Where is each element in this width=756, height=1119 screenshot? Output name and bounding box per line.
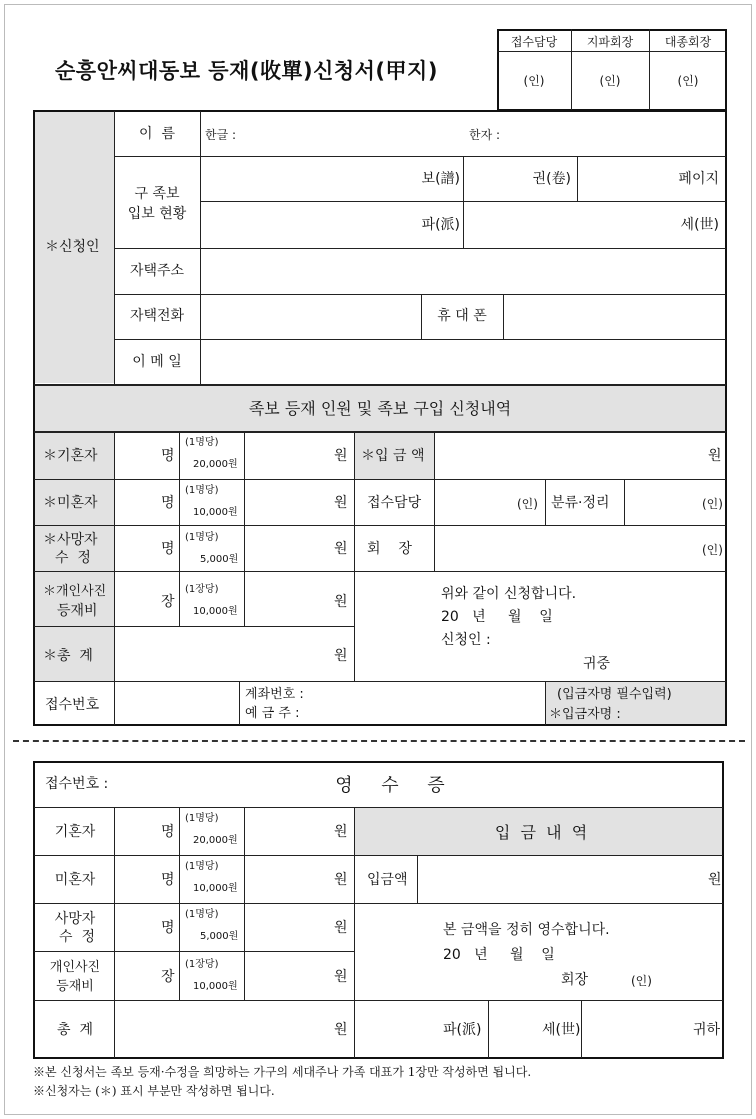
depositor-name-field[interactable]: ＊입금자명 : bbox=[549, 707, 621, 722]
receipt-honorific: 귀하 bbox=[693, 1022, 721, 1038]
address-input[interactable] bbox=[202, 250, 724, 292]
photo-price: 10,000원 bbox=[193, 606, 238, 617]
page-field[interactable]: 페이지 bbox=[678, 171, 719, 187]
receipt-deposit-field[interactable]: 원 bbox=[708, 872, 722, 888]
receipt-chairman-seal[interactable]: (인) bbox=[631, 974, 652, 988]
application-date[interactable]: 20 년 월 일 bbox=[441, 609, 553, 625]
form-title: 순흥안씨대동보 등재(收單)신청서(甲지) bbox=[55, 59, 438, 83]
photo-per: (1장당) bbox=[185, 584, 219, 595]
approval-header-clan: 대종회장 bbox=[664, 35, 712, 49]
receipt-staff-seal[interactable]: (인) bbox=[517, 497, 538, 511]
receipt-number-label-2: 접수번호 : bbox=[45, 776, 109, 792]
approval-header-receipt: 접수담당 bbox=[510, 35, 558, 49]
photo-label-line2: 등재비 bbox=[57, 603, 98, 619]
total-label: ＊총 계 bbox=[43, 648, 93, 664]
old-record-label-line2: 입보 현황 bbox=[127, 206, 187, 222]
home-phone-label: 자택전화 bbox=[129, 308, 185, 324]
receipt-se-field[interactable]: 세(世) bbox=[542, 1022, 581, 1038]
deceased-label-line1: ＊사망자 bbox=[43, 532, 98, 548]
receipt-pa-field[interactable]: 파(派) bbox=[443, 1022, 482, 1038]
receipt-single-amount[interactable]: 원 bbox=[334, 872, 348, 888]
single-count-unit[interactable]: 명 bbox=[161, 495, 175, 511]
deceased-amount[interactable]: 원 bbox=[334, 541, 348, 557]
receipt-total-amount[interactable]: 원 bbox=[334, 1022, 348, 1038]
deposit-details-heading: 입 금 내 역 bbox=[494, 823, 588, 842]
receipt-date[interactable]: 20 년 월 일 bbox=[443, 947, 555, 963]
receipt-deceased-per: (1명당) bbox=[185, 909, 219, 920]
receipt-photo-label-line2: 등재비 bbox=[56, 979, 94, 994]
hangul-name-field[interactable]: 한글 : bbox=[205, 128, 237, 142]
receipt-married-per: (1명당) bbox=[185, 813, 219, 824]
receipt-number-field[interactable] bbox=[116, 683, 237, 723]
receipt-deceased-amount[interactable]: 원 bbox=[334, 920, 348, 936]
chairman-label: 회 장 bbox=[367, 541, 412, 557]
receipt-deceased-price: 5,000원 bbox=[200, 931, 239, 942]
note-1: ※본 신청서는 족보 등재·수정을 희망하는 가구의 세대주나 가족 대표가 1장만 작성하면 됩니다. bbox=[33, 1065, 532, 1079]
approval-seal-branch[interactable]: (인) bbox=[599, 74, 621, 88]
mobile-input[interactable] bbox=[505, 296, 725, 338]
married-price: 20,000원 bbox=[193, 459, 238, 470]
name-label: 이 름 bbox=[139, 126, 175, 142]
receipt-statement: 본 금액을 정히 영수합니다. bbox=[443, 922, 610, 938]
classify-label: 분류·정리 bbox=[551, 495, 610, 511]
receipt-chairman: 회장 bbox=[561, 972, 589, 988]
photo-label-line1: ＊개인사진 bbox=[43, 584, 107, 599]
single-per: (1명당) bbox=[185, 485, 219, 496]
honorific: 귀중 bbox=[583, 656, 611, 672]
deposit-amount-label: ＊입 금 액 bbox=[361, 448, 425, 464]
chairman-seal[interactable]: (인) bbox=[702, 543, 723, 557]
married-per: (1명당) bbox=[185, 437, 219, 448]
deceased-price: 5,000원 bbox=[200, 554, 239, 565]
receipt-staff-label: 접수담당 bbox=[367, 495, 422, 511]
receipt-single-label: 미혼자 bbox=[54, 872, 96, 888]
approval-seal-clan[interactable]: (인) bbox=[677, 74, 699, 88]
receipt-number-label: 접수번호 bbox=[45, 697, 100, 713]
approval-header-branch: 지파회장 bbox=[586, 35, 634, 49]
form-page bbox=[4, 4, 752, 1115]
old-record-label-line1: 구 족보 bbox=[134, 186, 180, 202]
receipt-deceased-label-line1: 사망자 bbox=[54, 911, 96, 927]
total-amount[interactable]: 원 bbox=[334, 648, 348, 664]
receipt-photo-count[interactable]: 장 bbox=[161, 969, 175, 985]
receipt-married-count[interactable]: 명 bbox=[161, 824, 175, 840]
note-2: ※신청자는 (＊) 표시 부분만 작성하면 됩니다. bbox=[33, 1084, 275, 1098]
receipt-deposit-label: 입금액 bbox=[367, 872, 408, 888]
single-amount[interactable]: 원 bbox=[334, 495, 348, 511]
email-input[interactable] bbox=[202, 341, 724, 383]
address-label: 자택주소 bbox=[129, 263, 185, 279]
married-count-unit[interactable]: 명 bbox=[161, 448, 175, 464]
receipt-photo-per: (1장당) bbox=[185, 959, 219, 970]
receipt-deceased-count[interactable]: 명 bbox=[161, 920, 175, 936]
home-phone-input[interactable] bbox=[202, 296, 419, 338]
receipt-photo-amount[interactable]: 원 bbox=[334, 969, 348, 985]
receipt-photo-price: 10,000원 bbox=[193, 981, 238, 992]
applicant-sign-label[interactable]: 신청인 : bbox=[441, 632, 491, 648]
se-field[interactable]: 세(世) bbox=[680, 217, 719, 233]
applicant-section-label: ＊신청인 bbox=[45, 239, 100, 255]
receipt-total-label: 총 계 bbox=[57, 1022, 93, 1038]
receipt-single-per: (1명당) bbox=[185, 861, 219, 872]
receipt-deceased-label-line2: 수 정 bbox=[59, 929, 95, 945]
receipt-photo-label-line1: 개인사진 bbox=[49, 960, 101, 975]
approval-seal-receipt[interactable]: (인) bbox=[523, 74, 545, 88]
deceased-count-unit[interactable]: 명 bbox=[161, 541, 175, 557]
deposit-amount-field[interactable]: 원 bbox=[708, 448, 722, 464]
gwon-field[interactable]: 권(卷) bbox=[532, 171, 571, 187]
receipt-form bbox=[33, 761, 724, 1059]
receipt-married-price: 20,000원 bbox=[193, 835, 238, 846]
receipt-single-count[interactable]: 명 bbox=[161, 872, 175, 888]
mobile-label: 휴 대 폰 bbox=[437, 308, 487, 324]
married-label: ＊기혼자 bbox=[43, 448, 98, 464]
application-form bbox=[33, 110, 727, 726]
depositor-note: (입금자명 필수입력) bbox=[557, 687, 672, 702]
receipt-married-label: 기혼자 bbox=[54, 824, 96, 840]
classify-seal[interactable]: (인) bbox=[702, 497, 723, 511]
single-price: 10,000원 bbox=[193, 507, 238, 518]
married-amount[interactable]: 원 bbox=[334, 448, 348, 464]
email-label: 이 메 일 bbox=[132, 354, 182, 370]
account-number-label: 계좌번호 : bbox=[245, 687, 304, 702]
photo-count-unit[interactable]: 장 bbox=[161, 594, 175, 610]
registration-heading: 족보 등재 인원 및 족보 구입 신청내역 bbox=[248, 399, 512, 418]
receipt-title: 영 수 증 bbox=[335, 775, 445, 796]
bo-field[interactable]: 보(譜) bbox=[421, 171, 460, 187]
cut-line bbox=[13, 740, 745, 742]
receipt-married-amount[interactable]: 원 bbox=[334, 824, 348, 840]
application-statement: 위와 같이 신청합니다. bbox=[441, 586, 577, 602]
receipt-single-price: 10,000원 bbox=[193, 883, 238, 894]
pa-field[interactable]: 파(派) bbox=[421, 217, 460, 233]
hanja-name-field[interactable]: 한자 : bbox=[469, 128, 501, 142]
photo-amount[interactable]: 원 bbox=[334, 594, 348, 610]
single-label: ＊미혼자 bbox=[43, 495, 98, 511]
deceased-per: (1명당) bbox=[185, 532, 219, 543]
deceased-label-line2: 수 정 bbox=[55, 550, 91, 566]
account-holder-label: 예 금 주 : bbox=[245, 706, 300, 721]
